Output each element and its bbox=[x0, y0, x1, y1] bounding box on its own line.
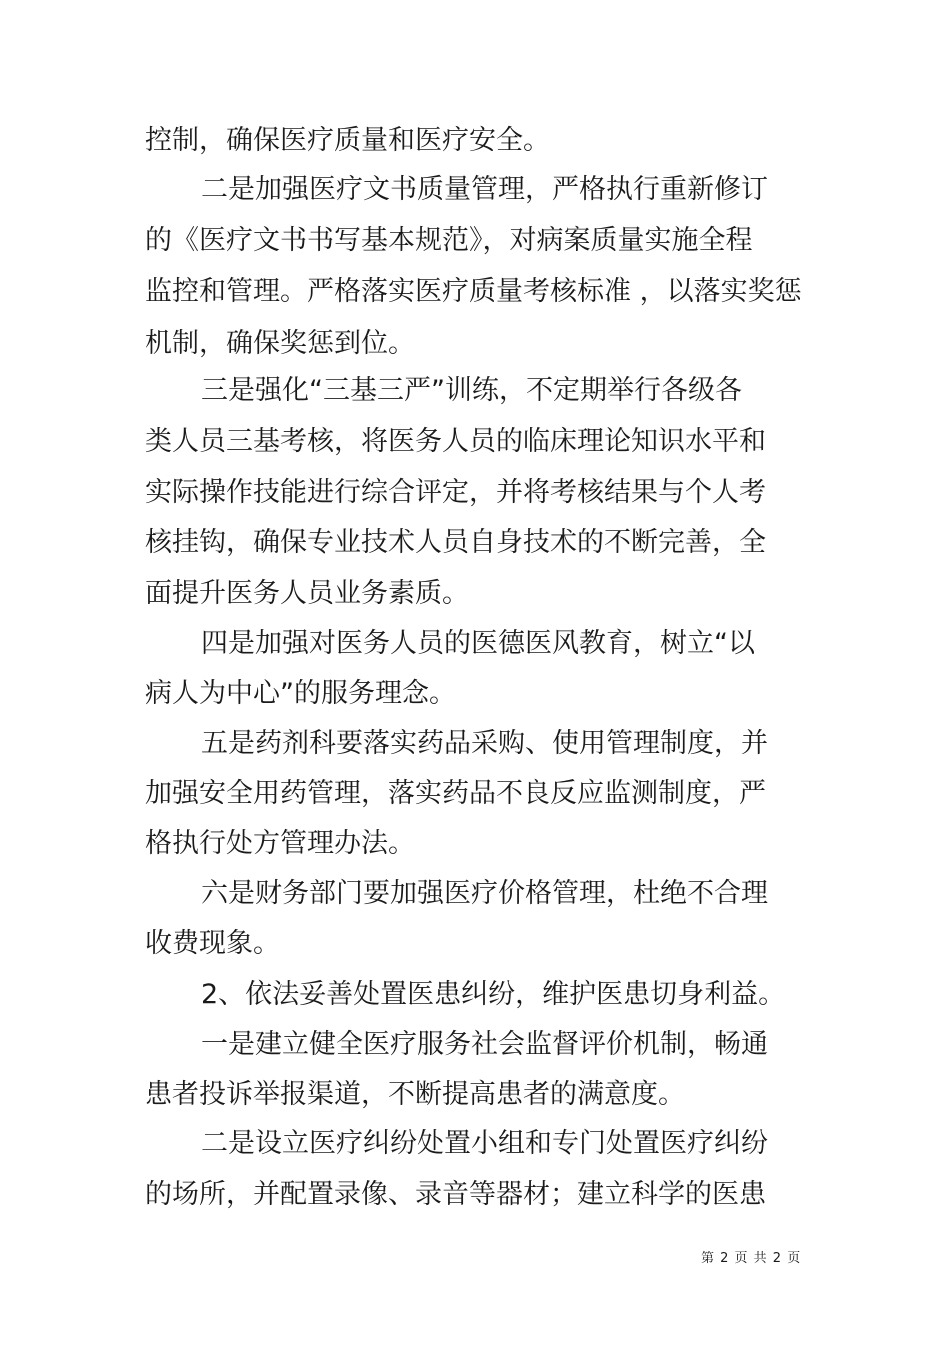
text-line: 六是财务部门要加强医疗价格管理，杜绝不合理 bbox=[201, 878, 768, 909]
text-line: 病人为中心”的服务理念。 bbox=[145, 678, 456, 709]
text-line: 机制，确保奖惩到位。 bbox=[145, 328, 415, 359]
text-line: 患者投诉举报渠道，不断提高患者的满意度。 bbox=[145, 1079, 685, 1110]
text-line: 四是加强对医务人员的医德医风教育，树立“以 bbox=[201, 628, 755, 659]
text-line: 类人员三基考核，将医务人员的临床理论知识水平和 bbox=[145, 426, 766, 457]
text-line: 一是建立健全医疗服务社会监督评价机制，畅通 bbox=[201, 1029, 768, 1060]
text-line: 2、依法妥善处置医患纠纷，维护医患切身利益。 bbox=[201, 979, 786, 1010]
text-line: 格执行处方管理办法。 bbox=[145, 828, 415, 859]
text-line: 加强安全用药管理，落实药品不良反应监测制度，严 bbox=[145, 778, 766, 809]
page-number-footer: 第 2 页 共 2 页 bbox=[701, 1251, 802, 1266]
text-line: 收费现象。 bbox=[145, 928, 280, 959]
text-line: 五是药剂科要落实药品采购、使用管理制度，并 bbox=[201, 728, 768, 759]
text-line: 监控和管理。严格落实医疗质量考核标准 ，以落实奖惩 bbox=[145, 276, 802, 307]
text-line: 二是加强医疗文书质量管理，严格执行重新修订 bbox=[201, 174, 768, 205]
text-line: 核挂钩，确保专业技术人员自身技术的不断完善，全 bbox=[145, 527, 766, 558]
text-line: 的《医疗文书书写基本规范》，对病案质量实施全程 bbox=[145, 225, 753, 256]
text-line: 三是强化“三基三严”训练，不定期举行各级各 bbox=[201, 375, 742, 406]
text-line: 面提升医务人员业务素质。 bbox=[145, 578, 469, 609]
text-line: 实际操作技能进行综合评定，并将考核结果与个人考 bbox=[145, 477, 766, 508]
text-line: 控制，确保医疗质量和医疗安全。 bbox=[145, 125, 550, 156]
text-line: 二是设立医疗纠纷处置小组和专门处置医疗纠纷 bbox=[201, 1128, 768, 1159]
text-line: 的场所，并配置录像、录音等器材；建立科学的医患 bbox=[145, 1179, 766, 1210]
